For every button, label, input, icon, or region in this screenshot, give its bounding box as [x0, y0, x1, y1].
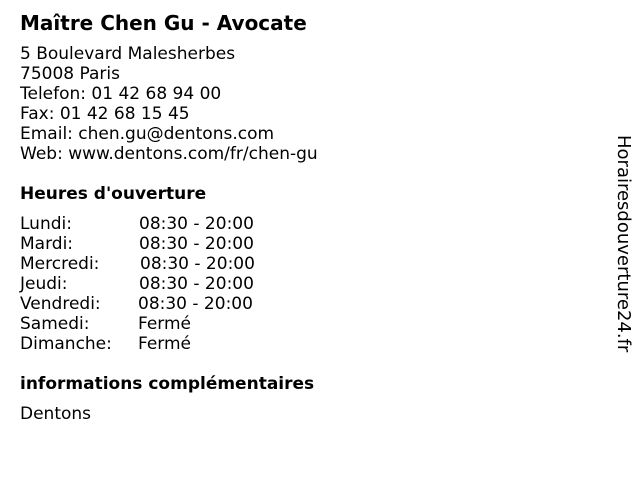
- page-title: Maître Chen Gu - Avocate: [20, 11, 307, 35]
- hours-row-tuesday: [20, 234, 320, 254]
- day-label: Lundi:: [20, 214, 72, 234]
- address-street: 5 Boulevard Malesherbes: [20, 44, 236, 64]
- day-hours: 08:30 - 20:00: [139, 214, 254, 234]
- site-watermark: [612, 135, 634, 375]
- opening-hours-heading: Heures d'ouverture: [20, 184, 207, 204]
- day-label: Mercredi:: [20, 254, 100, 274]
- day-hours: 08:30 - 20:00: [139, 274, 254, 294]
- day-label: Samedi:: [20, 314, 90, 334]
- day-hours: Fermé: [138, 334, 192, 354]
- additional-info-heading: informations complémentaires: [20, 374, 315, 394]
- hours-row-monday: [20, 214, 320, 234]
- day-label: Vendredi:: [20, 294, 101, 314]
- day-label: Mardi:: [20, 234, 74, 254]
- additional-info-text: Dentons: [20, 404, 92, 424]
- day-hours: 08:30 - 20:00: [139, 234, 254, 254]
- day-label: Jeudi:: [20, 274, 68, 294]
- hours-row-sunday: [20, 334, 320, 354]
- email-address: Email: chen.gu@dentons.com: [20, 124, 275, 144]
- day-hours: Fermé: [138, 314, 192, 334]
- phone-number: Telefon: 01 42 68 94 00: [20, 84, 222, 104]
- hours-row-saturday: [20, 314, 320, 334]
- fax-number: Fax: 01 42 68 15 45: [20, 104, 190, 124]
- hours-row-friday: [20, 294, 320, 314]
- hours-row-wednesday: [20, 254, 320, 274]
- site-watermark-text: Horairesdouverture24.fr: [613, 135, 634, 353]
- address-city: 75008 Paris: [20, 64, 120, 84]
- hours-row-thursday: [20, 274, 320, 294]
- website-address: Web: www.dentons.com/fr/chen-gu: [20, 144, 318, 164]
- day-label: Dimanche:: [20, 334, 112, 354]
- day-hours: 08:30 - 20:00: [140, 254, 255, 274]
- day-hours: 08:30 - 20:00: [138, 294, 253, 314]
